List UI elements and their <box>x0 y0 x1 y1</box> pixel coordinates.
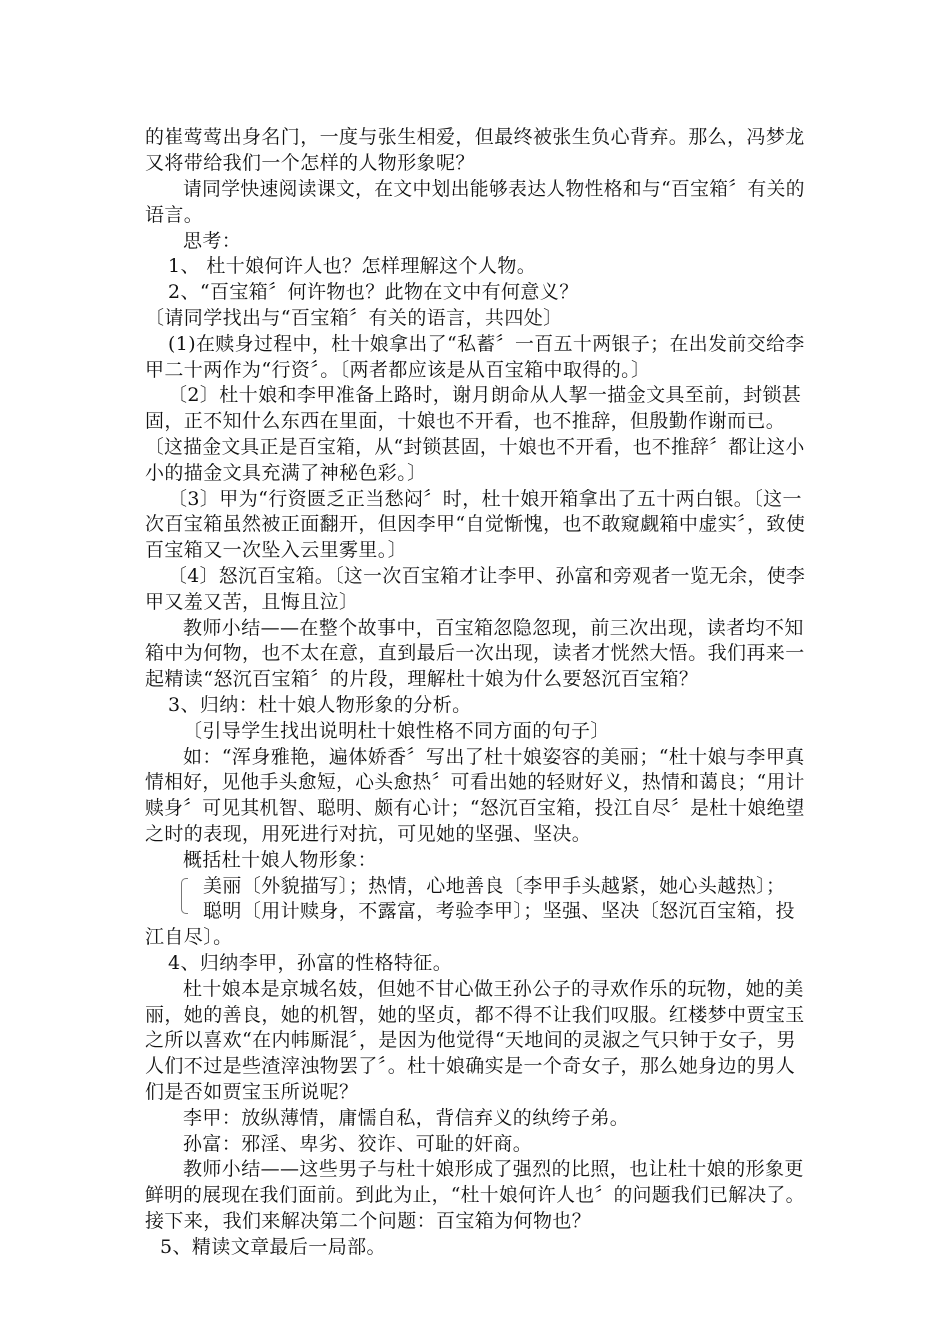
text-line: 小的描金文具充满了神秘色彩。〕 <box>145 462 427 484</box>
text-line: 〔这描金文具正是百宝箱，从“封锁甚固，十娘也不开看，也不推辞〞都让这小 <box>145 436 805 458</box>
text-line: 思考： <box>183 230 242 252</box>
text-line: 的崔莺莺出身名门，一度与张生相爱，但最终被张生负心背弃。那么，冯梦龙 <box>145 126 805 148</box>
text-line: 〔3〕甲为“行资匮乏正当愁闷〞时，杜十娘开箱拿出了五十两白银。〔这一 <box>168 488 802 510</box>
text-line: 请同学快速阅读课文，在文中划出能够表达人物性格和与“百宝箱〞有关的 <box>183 178 805 200</box>
text-line: 〔2〕杜十娘和李甲准备上路时，谢月朗命从人挈一描金文具至前，封锁甚 <box>168 384 802 406</box>
text-line: 甲二十两作为“行资〞。〔两者都应该是从百宝箱中取得的。〕 <box>145 359 651 381</box>
text-line: (1)在赎身过程中，杜十娘拿出了“私蓄〞一百五十两银子；在出发前交给李 <box>168 333 805 355</box>
text-line: 〔引导学生找出说明杜十娘性格不同方面的句子〕 <box>183 720 610 742</box>
text-line: 4、归纳李甲，孙富的性格特征。 <box>168 952 453 974</box>
text-line: 箱中为何物，也不太在意，直到最后一次出现，读者才恍然大悟。我们再来一 <box>145 642 805 664</box>
text-line: 5、精读文章最后一局部。 <box>160 1236 386 1258</box>
text-line: 教师小结——这些男子与杜十娘形成了强烈的比照，也让杜十娘的形象更 <box>183 1158 804 1180</box>
text-line: 情相好，见他手头愈短，心头愈热〞可看出她的轻财好义，热情和蔼良；“用计 <box>145 771 805 793</box>
text-line: 们是否如贾宝玉所说呢？ <box>145 1081 359 1103</box>
text-line: 李甲：放纵薄情，庸懦自私，背信弃义的纨绔子弟。 <box>183 1107 630 1129</box>
text-line: 次百宝箱虽然被正面翻开，但因李甲“自觉惭愧，也不敢窥觑箱中虚实〞，致使 <box>145 513 806 535</box>
text-line: 人们不过是些渣滓浊物罢了〞。杜十娘确实是一个奇女子，那么她身边的男人 <box>145 1055 796 1077</box>
text-line: 之时的表现，用死进行对抗，可见她的坚强、坚决。 <box>145 823 592 845</box>
text-line: 接下来，我们来解决第二个问题：百宝箱为何物也？ <box>145 1210 592 1232</box>
text-line: 杜十娘本是京城名妓，但她不甘心做王孙公子的寻欢作乐的玩物，她的美 <box>183 978 804 1000</box>
text-line: 起精读“怒沉百宝箱〞的片段，理解杜十娘为什么要怒沉百宝箱？ <box>145 668 699 690</box>
text-line: 鲜明的展现在我们面前。到此为止，“杜十娘何许人也〞的问题我们已解决了。 <box>145 1184 805 1206</box>
text-line: 甲又羞又苦，且悔且泣〕 <box>145 591 359 613</box>
text-line: 丽，她的善良，她的机智，她的坚贞，都不得不让我们叹服。红楼梦中贾宝玉 <box>145 1004 805 1026</box>
curly-brace <box>181 878 188 914</box>
text-line: 3、归纳：杜十娘人物形象的分析。 <box>168 694 472 716</box>
text-line: 赎身〞可见其机智、聪明、颇有心计；“怒沉百宝箱，投江自尽〞是杜十娘绝望 <box>145 797 805 819</box>
text-line: 聪明〔用计赎身，不露富，考验李甲〕；坚强、坚决〔怒沉百宝箱，投 <box>203 900 795 922</box>
text-line: 1、 杜十娘何许人也？怎样理解这个人物。 <box>168 255 537 277</box>
text-line: 〔请同学找出与“百宝箱〞有关的语言，共四处〕 <box>145 307 563 329</box>
text-line: 〔4〕怒沉百宝箱。〔这一次百宝箱才让李甲、孙富和旁观者一览无余，使李 <box>168 565 806 587</box>
text-line: 2、“百宝箱〞何许物也？此物在文中有何意义？ <box>168 281 579 303</box>
text-line: 之所以喜欢“在内帏厮混〞，是因为他觉得“天地间的灵淑之气只钟于女子，男 <box>145 1029 796 1051</box>
text-line: 百宝箱又一次坠入云里雾里。〕 <box>145 539 408 561</box>
text-line: 固，正不知什么东西在里面，十娘也不开看，也不推辞，但殷勤作谢而已。 <box>145 410 786 432</box>
text-line: 江自尽〕。 <box>145 926 233 948</box>
text-line: 语言。 <box>145 204 204 226</box>
text-line: 又将带给我们一个怎样的人物形象呢？ <box>145 152 475 174</box>
text-line: 概括杜十娘人物形象： <box>183 849 378 871</box>
text-line: 美丽〔外貌描写〕；热情，心地善良〔李甲手头越紧，她心头越热〕； <box>203 875 786 897</box>
text-line: 如：“浑身雅艳，遍体娇香〞写出了杜十娘姿容的美丽；“杜十娘与李甲真 <box>183 746 805 768</box>
text-line: 孙富：邪淫、卑劣、狡诈、可耻的奸商。 <box>183 1133 533 1155</box>
text-line: 教师小结——在整个故事中，百宝箱忽隐忽现，前三次出现，读者均不知 <box>183 617 804 639</box>
